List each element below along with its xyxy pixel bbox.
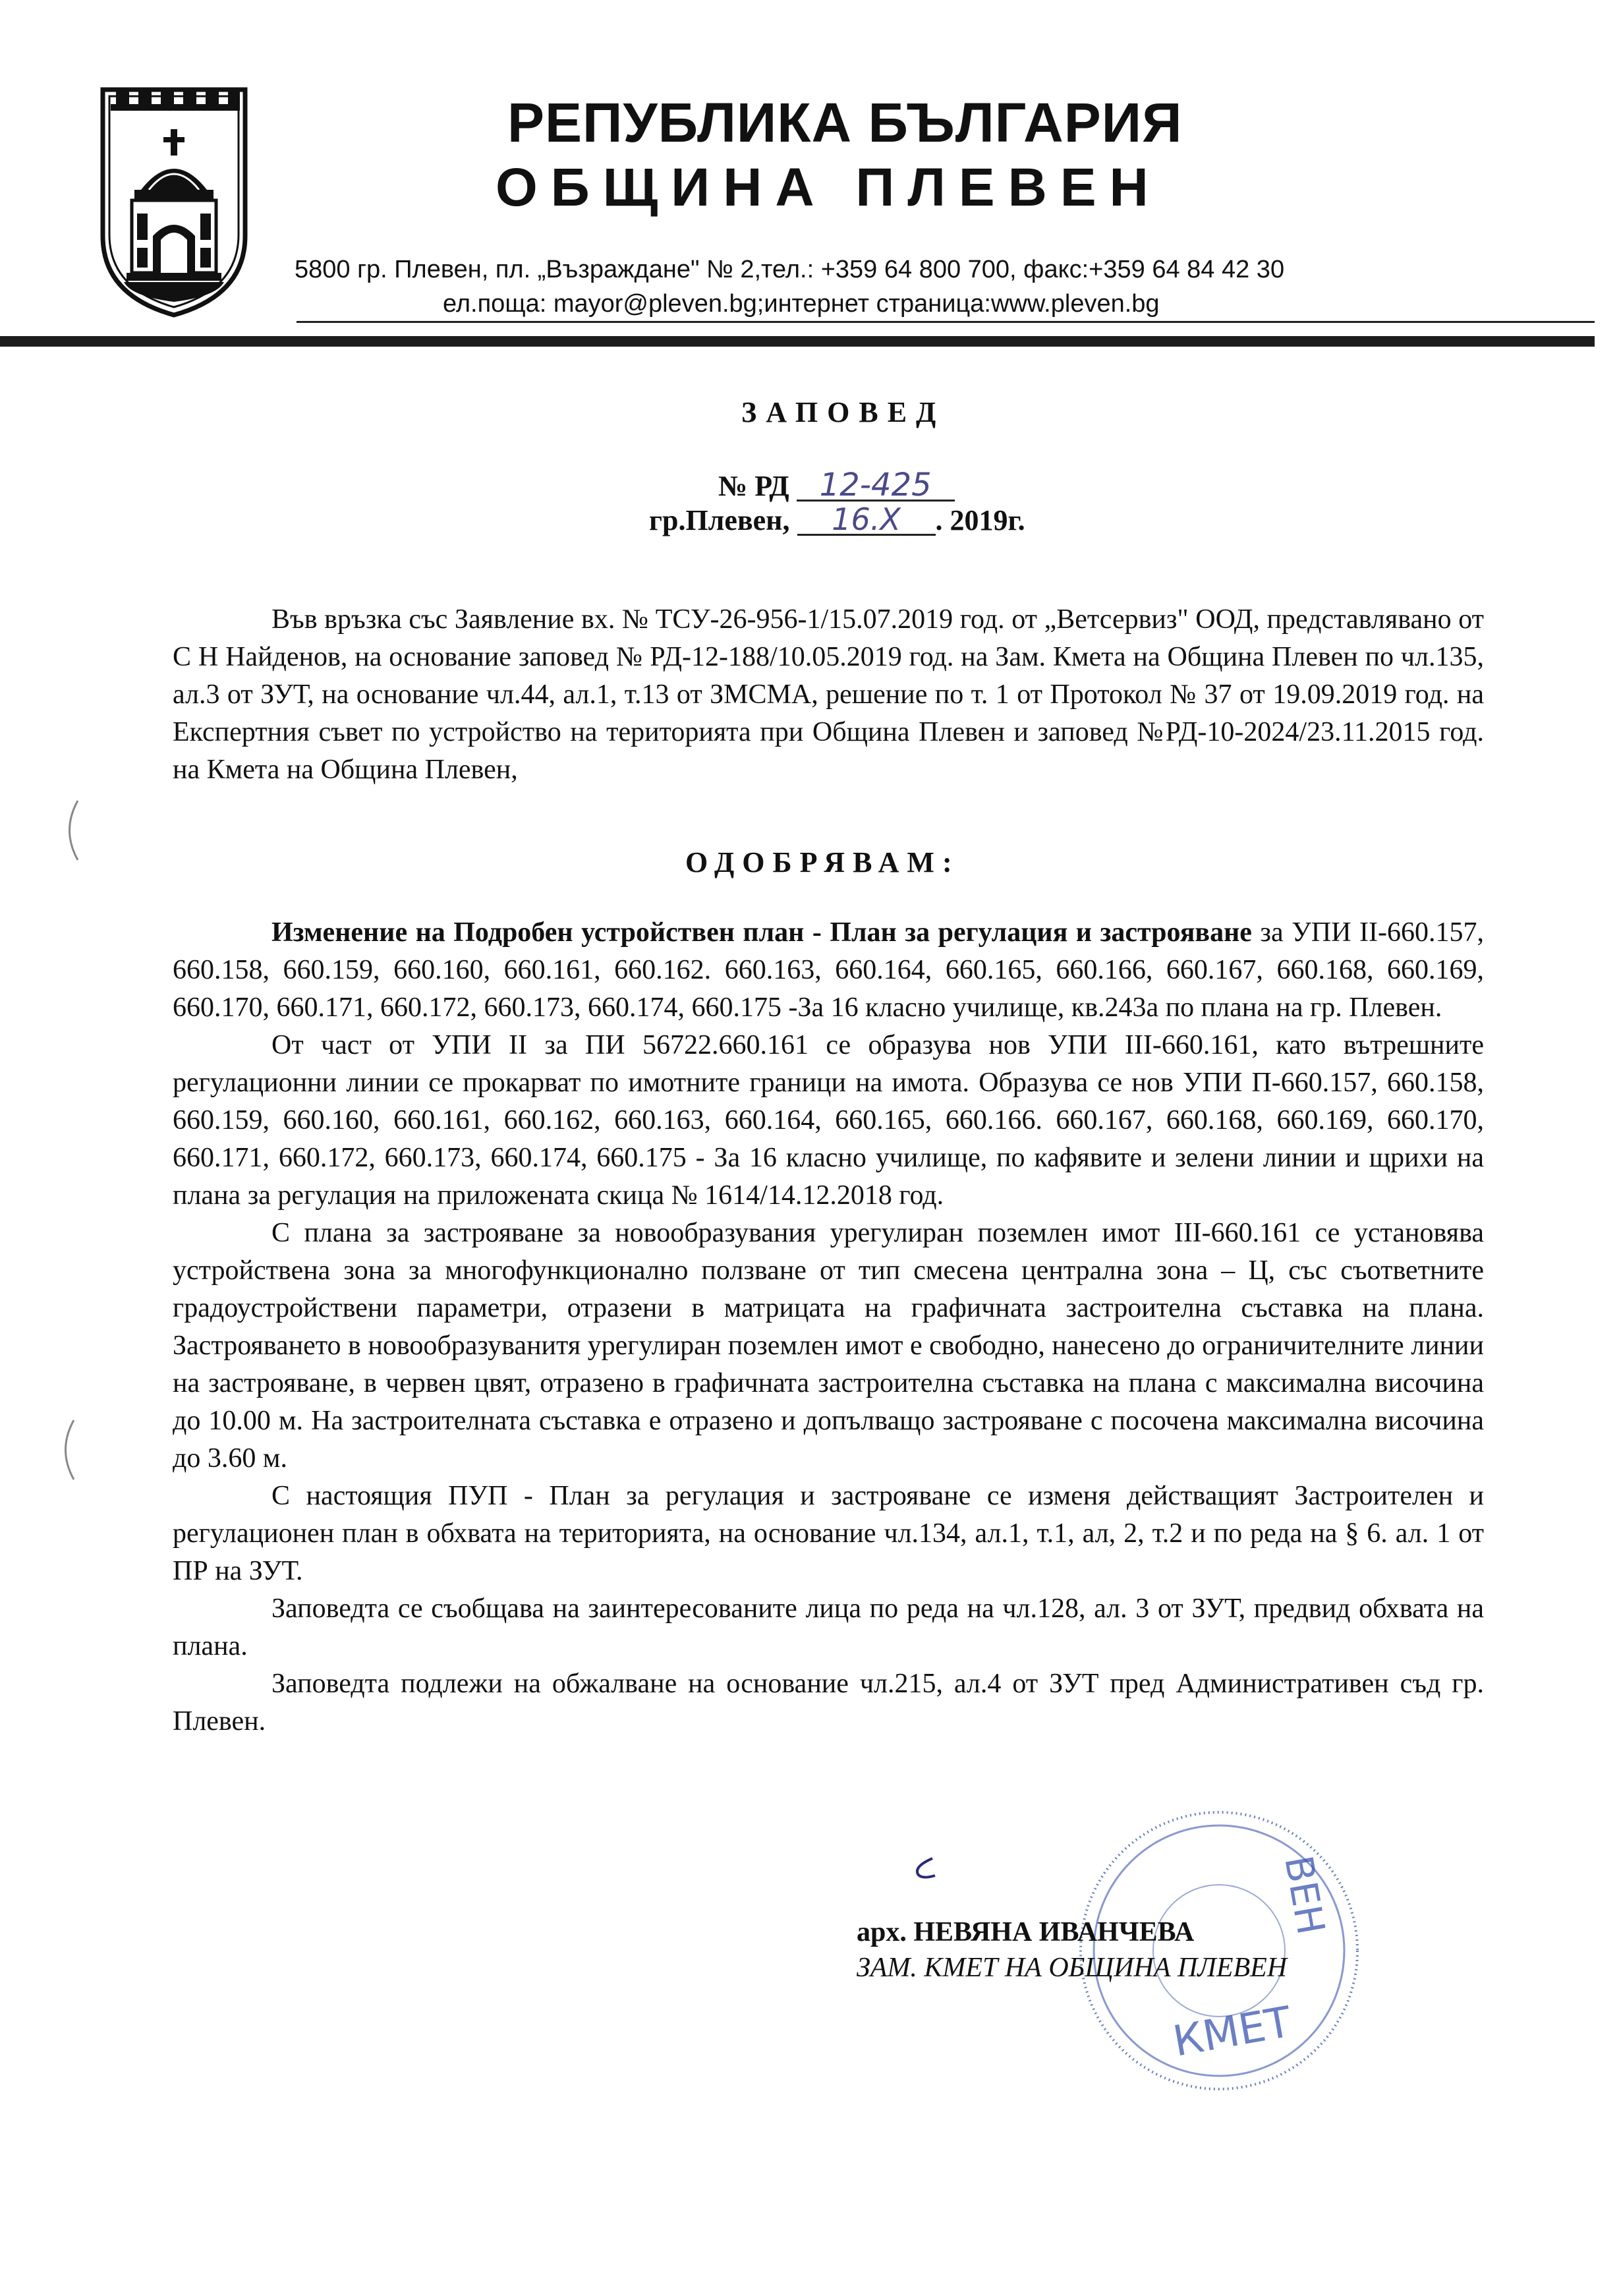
margin-mark-icon bbox=[58, 797, 84, 863]
header-divider-thick bbox=[0, 336, 1595, 347]
paragraph-6: Заповедта подлежи на обжалване на основание чл.215, ал.4 от ЗУТ пред Административен съд гр. Плевен. bbox=[173, 1669, 1484, 1736]
paragraph-4: С настоящия ПУП - План за регулация и застрояване се изменя действащият Застроителен и регулационен план в обхвата на територията, на основание чл.134, ал.1, т.1, ал, 2, т.2 и по реда на § 6. ал. 1 от ПР на ЗУТ. bbox=[173, 1481, 1484, 1586]
paragraph-3: С плана за застрояване за новообразувания урегулиран поземлен имот III-660.161 се установява устройствена зона за многофункционално ползване от тип смесена централна зона – Ц, със съответните градоустройствени параметри, отразени в матрицата на графичната застроителна съставка на плана. Застрояването в новообразуванитя урегулиран поземлен имот е свободно, нанесено до ограничителните линии на застрояване, в червен цвят, отразено в графичната застроителна съставка на плана с максимална височина до 10.00 м. На застроителната съставка е отразено и допълващо застрояване с посочена максимална височина до 3.60 м. bbox=[173, 1218, 1484, 1474]
pleven-coat-of-arms-icon bbox=[98, 84, 250, 318]
margin-mark-icon bbox=[54, 1417, 80, 1483]
order-body bbox=[173, 914, 1484, 1740]
order-place: гр.Плевен, bbox=[649, 504, 790, 536]
header-title-municipality: ОБЩИНА ПЛЕВЕН bbox=[496, 158, 1162, 217]
order-date-handwritten: 16.X bbox=[797, 505, 936, 536]
paragraph-2: От част от УПИ II за ПИ 56722.660.161 се образува нов УПИ III-660.161, като вътрешните регулационни линии се прокарват по имотните граници на имота. Образува се нов УПИ П-660.157, 660.158, 660.159, 660.160, 660.161, 660.162, 660.163, 660.164, 660.165, 660.166. 660.167, 660.168, 660.169, 660.170, 660.171, 660.172, 660.173, 660.174, 660.175 - За 16 класно училище, по кафявите и зелени линии и щрихи на плана за регулация на приложената скица № 1614/14.12.2018 год. bbox=[173, 1030, 1484, 1211]
stamp-text-top: ВЕН bbox=[1276, 1852, 1334, 1938]
document-type-heading: ЗАПОВЕД bbox=[741, 396, 946, 428]
signature-scribble-icon bbox=[906, 1852, 946, 1885]
signatory-name: арх. НЕВЯНА ИВАНЧЕВА bbox=[857, 1917, 1195, 1947]
intro-paragraph-block bbox=[173, 601, 1484, 789]
approve-heading: ОДОБРЯВАМ: bbox=[685, 846, 960, 878]
header-divider-thin bbox=[297, 321, 1595, 323]
paragraph-1-bold: Изменение на Подробен устройствен план - План за регулация и застрояване bbox=[271, 917, 1252, 948]
header-title-republic: РЕПУБЛИКА БЪЛГАРИЯ bbox=[507, 92, 1183, 154]
stamp-text-bottom: КМЕТ bbox=[1169, 1997, 1295, 2067]
paragraph-1 bbox=[173, 914, 1484, 1027]
header-contacts: ел.поща: mayor@pleven.bg;интернет страница:www.pleven.bg bbox=[443, 290, 1160, 318]
intro-paragraph: Във връзка със Заявление вх. № ТСУ-26-956-1/15.07.2019 год. от „Ветсервиз" ООД, представлявано от С Н Найденов, на основание заповед № РД-12-188/10.05.2019 год. на Зам. Кмета на Община Плевен по чл.135, ал.3 от ЗУТ, на основание чл.44, ал.1, т.13 от ЗМСМА, решение по т. 1 от Протокол № 37 от 19.09.2019 год. на Експертния съвет по устройство на територията при Община Плевен и заповед №РД-10-2024/23.11.2015 год. на Кмета на Община Плевен, bbox=[173, 604, 1484, 785]
paragraph-5: Заповедта се съобщава на заинтересованите лица по реда на чл.128, ал. 3 от ЗУТ, предвид обхвата на плана. bbox=[173, 1593, 1484, 1661]
order-year: . 2019г. bbox=[935, 504, 1025, 536]
paragraph-1-rest: за УПИ II-660.157, 660.158, 660.159, 660.160, 660.161, 660.162. 660.163, 660.164, 660.165, 660.166, 660.167, 660.168, 660.169, 660.170, 660.171, 660.172, 660.173, 660.174, 660.175 -За 16 класно училище, кв.243а по плана на гр. Плевен. bbox=[173, 917, 1484, 1023]
order-number-prefix: № РД bbox=[718, 470, 789, 502]
order-number-line bbox=[718, 469, 955, 503]
signatory-title: ЗАМ. КМЕТ НА ОБЩИНА ПЛЕВЕН bbox=[857, 1953, 1288, 1983]
order-number-handwritten: 12-425 bbox=[797, 471, 955, 502]
order-date-line bbox=[649, 503, 1025, 537]
header-address: 5800 гр. Плевен, пл. „Възраждане" № 2,тел.: +359 64 800 700, факс:+359 64 84 42 30 bbox=[295, 256, 1285, 283]
